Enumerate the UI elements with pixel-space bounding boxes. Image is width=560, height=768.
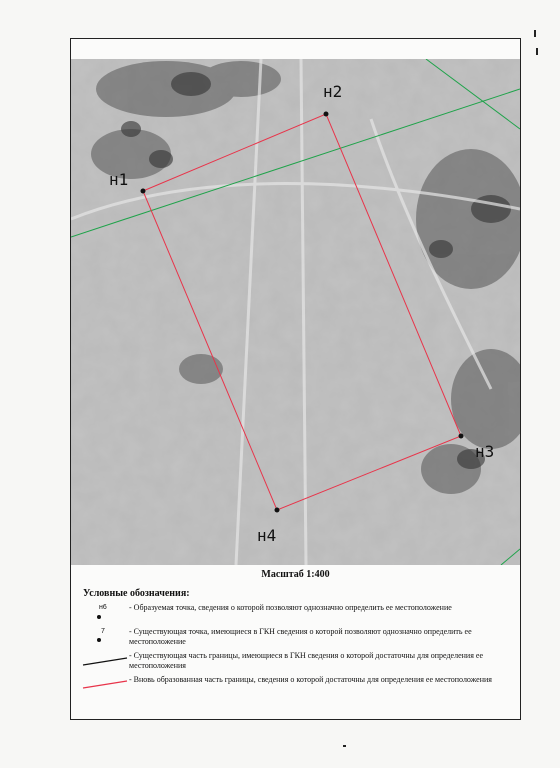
aerial-map[interactable] [71, 59, 520, 565]
point-label-n1: н1 [109, 170, 129, 189]
black-line-icon [81, 651, 129, 671]
point-label-n4: н4 [257, 526, 277, 545]
legend-text: - Существующая точка, имеющиеся в ГКН сведения о которой позволяют однозначно определить ее местоположение [129, 627, 472, 646]
red-line-icon [81, 675, 129, 695]
legend-title: Условные обозначения: [83, 588, 190, 599]
legend-symbol-existing-point [81, 627, 129, 649]
legend-symbol-existing-boundary [81, 651, 129, 673]
map-scale: Масштаб 1:400 [261, 569, 330, 580]
legend-text: - Вновь образованная часть границы, сведения о которой достаточны для определения ее местоположения [129, 675, 492, 684]
map-canvas [71, 59, 520, 565]
legend-symbol-label: н6 [99, 604, 107, 611]
point-label-n3: н3 [475, 442, 495, 461]
edge-mark-2 [536, 48, 538, 55]
edge-mark-1 [534, 30, 536, 37]
point-dot-icon [97, 638, 101, 642]
legend-text: - Образуемая точка, сведения о которой позволяют однозначно определить ее местоположение [129, 603, 452, 612]
point-dot-icon [97, 615, 101, 619]
point-n3[interactable] [459, 434, 464, 439]
point-n1[interactable] [141, 189, 146, 194]
plan-sheet [70, 38, 521, 720]
legend-text: - Существующая часть границы, имеющиеся в ГКН сведения о которой достаточны для определения ее местоположения [129, 651, 483, 670]
bottom-mark [343, 745, 346, 747]
point-n2[interactable] [324, 112, 329, 117]
legend-symbol-label: 7 [101, 628, 105, 635]
point-label-n2: н2 [323, 82, 343, 101]
point-n4[interactable] [275, 508, 280, 513]
legend-symbol-new-point [81, 603, 129, 625]
legend-symbol-new-boundary [81, 675, 129, 697]
